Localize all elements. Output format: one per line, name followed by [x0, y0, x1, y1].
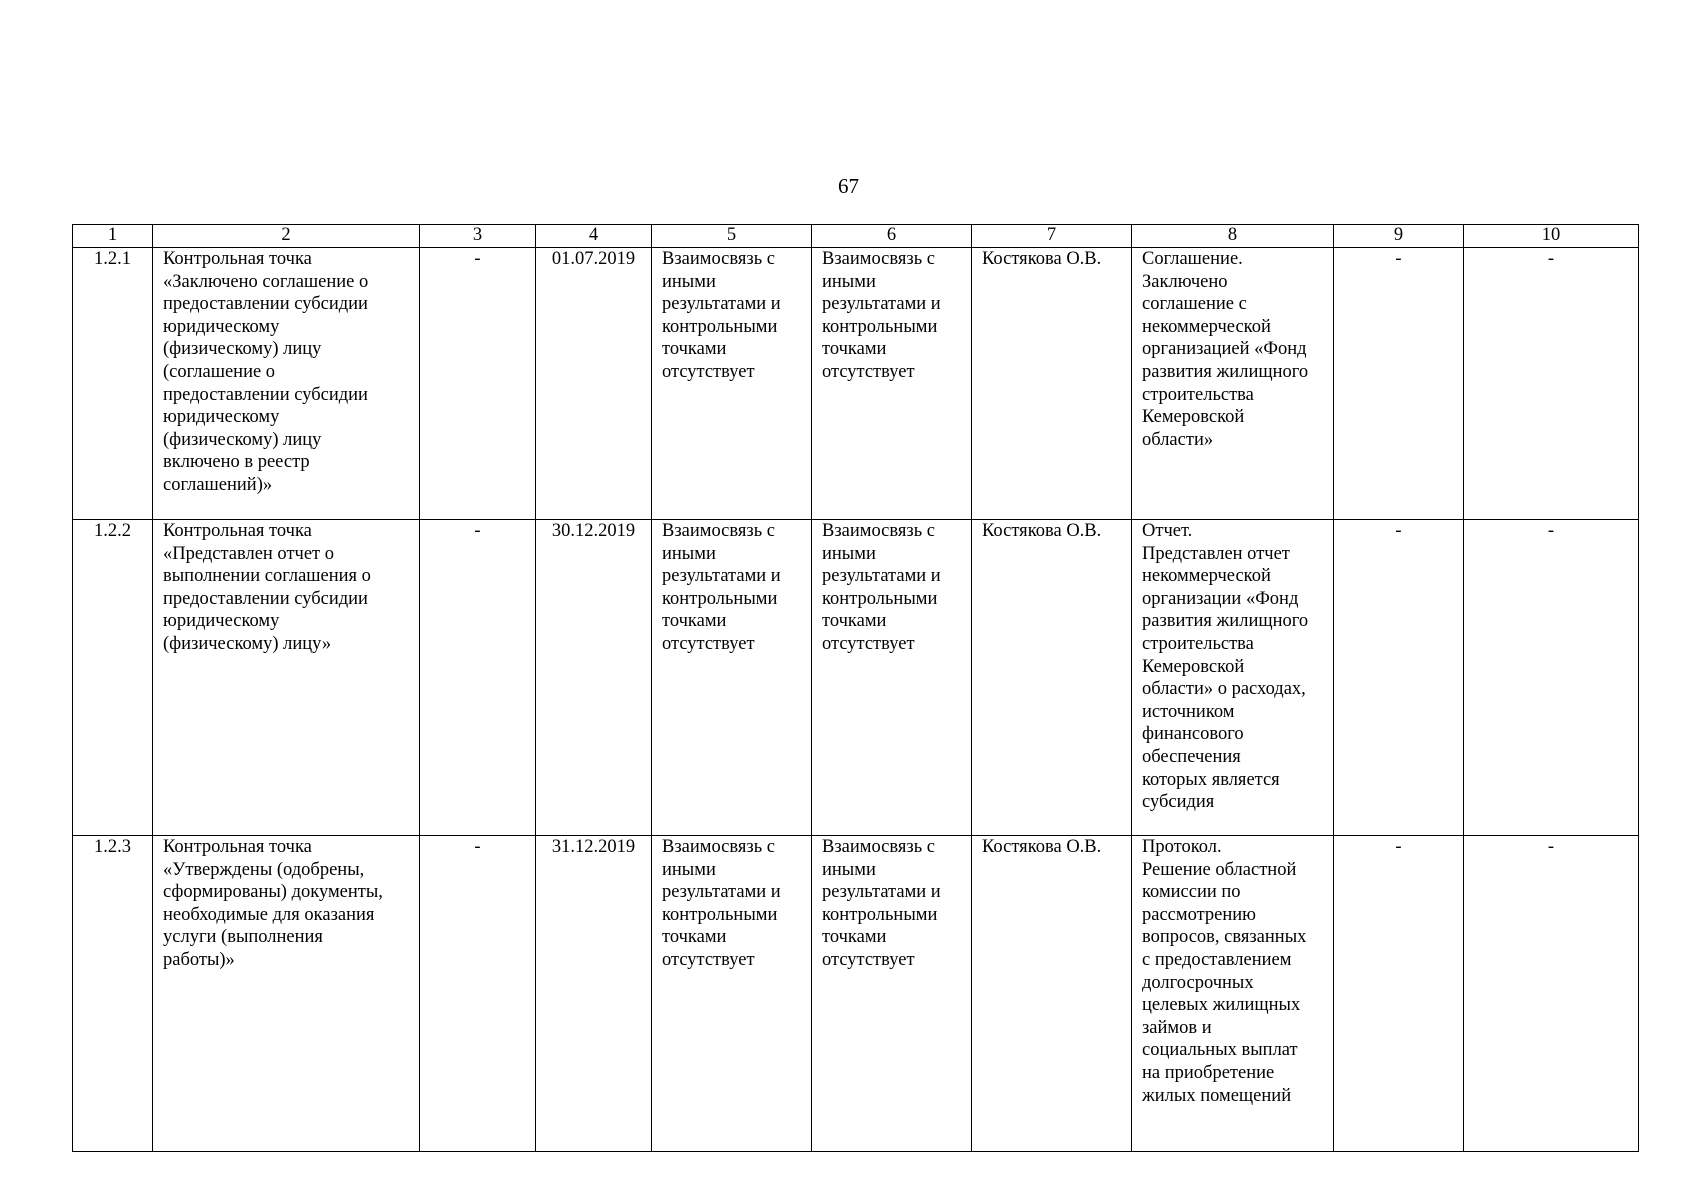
page-number: 67 [838, 174, 859, 198]
table-row [73, 248, 1639, 520]
column-header: 10 [1464, 225, 1639, 248]
cell-col10: - [1464, 520, 1639, 836]
cell-col9: - [1334, 520, 1464, 836]
control-points-table [72, 224, 1639, 1152]
row-number: 1.2.3 [73, 836, 153, 1152]
table-row [73, 836, 1639, 1152]
control-point-description: Контрольная точка «Заключено соглашение о предоставлении субсидии юридическому (физическому) лицу (соглашение о предоставлении субсидии юридическому (физическому) лицу включено в реестр соглашений)» [153, 248, 420, 520]
column-header: 4 [536, 225, 652, 248]
relationship-col5: Взаимосвязь с иными результатами и контрольными точками отсутствует [652, 248, 812, 520]
row-number: 1.2.2 [73, 520, 153, 836]
row-number: 1.2.1 [73, 248, 153, 520]
relationship-col6: Взаимосвязь с иными результатами и контрольными точками отсутствует [812, 248, 972, 520]
relationship-col5: Взаимосвязь с иными результатами и контрольными точками отсутствует [652, 836, 812, 1152]
deadline-date: 30.12.2019 [536, 520, 652, 836]
cell-col9: - [1334, 836, 1464, 1152]
column-header: 7 [972, 225, 1132, 248]
column-header: 9 [1334, 225, 1464, 248]
relationship-col5: Взаимосвязь с иными результатами и контрольными точками отсутствует [652, 520, 812, 836]
cell-col10: - [1464, 836, 1639, 1152]
deadline-date: 01.07.2019 [536, 248, 652, 520]
responsible-person: Костякова О.В. [972, 248, 1132, 520]
column-header: 5 [652, 225, 812, 248]
responsible-person: Костякова О.В. [972, 520, 1132, 836]
document-type: Протокол. Решение областной комиссии по рассмотрению вопросов, связанных с предоставлением долгосрочных целевых жилищных займов и социальных выплат на приобретение жилых помещений [1132, 836, 1334, 1152]
document-type: Соглашение. Заключено соглашение с некоммерческой организацией «Фонд развития жилищного строительства Кемеровской области» [1132, 248, 1334, 520]
table-row [73, 520, 1639, 836]
column-number-row [73, 225, 1639, 248]
column-header: 1 [73, 225, 153, 248]
column-header: 3 [420, 225, 536, 248]
relationship-col6: Взаимосвязь с иными результатами и контрольными точками отсутствует [812, 836, 972, 1152]
responsible-person: Костякова О.В. [972, 836, 1132, 1152]
cell-col9: - [1334, 248, 1464, 520]
cell-col3: - [420, 836, 536, 1152]
control-point-description: Контрольная точка «Утверждены (одобрены, сформированы) документы, необходимые для оказания услуги (выполнения работы)» [153, 836, 420, 1152]
column-header: 2 [153, 225, 420, 248]
document-type: Отчет. Представлен отчет некоммерческой организации «Фонд развития жилищного строительства Кемеровской области» о расходах, источником финансового обеспечения которых является субсидия [1132, 520, 1334, 836]
relationship-col6: Взаимосвязь с иными результатами и контрольными точками отсутствует [812, 520, 972, 836]
cell-col3: - [420, 520, 536, 836]
column-header: 8 [1132, 225, 1334, 248]
deadline-date: 31.12.2019 [536, 836, 652, 1152]
cell-col10: - [1464, 248, 1639, 520]
control-point-description: Контрольная точка «Представлен отчет о выполнении соглашения о предоставлении субсидии юридическому (физическому) лицу» [153, 520, 420, 836]
column-header: 6 [812, 225, 972, 248]
cell-col3: - [420, 248, 536, 520]
